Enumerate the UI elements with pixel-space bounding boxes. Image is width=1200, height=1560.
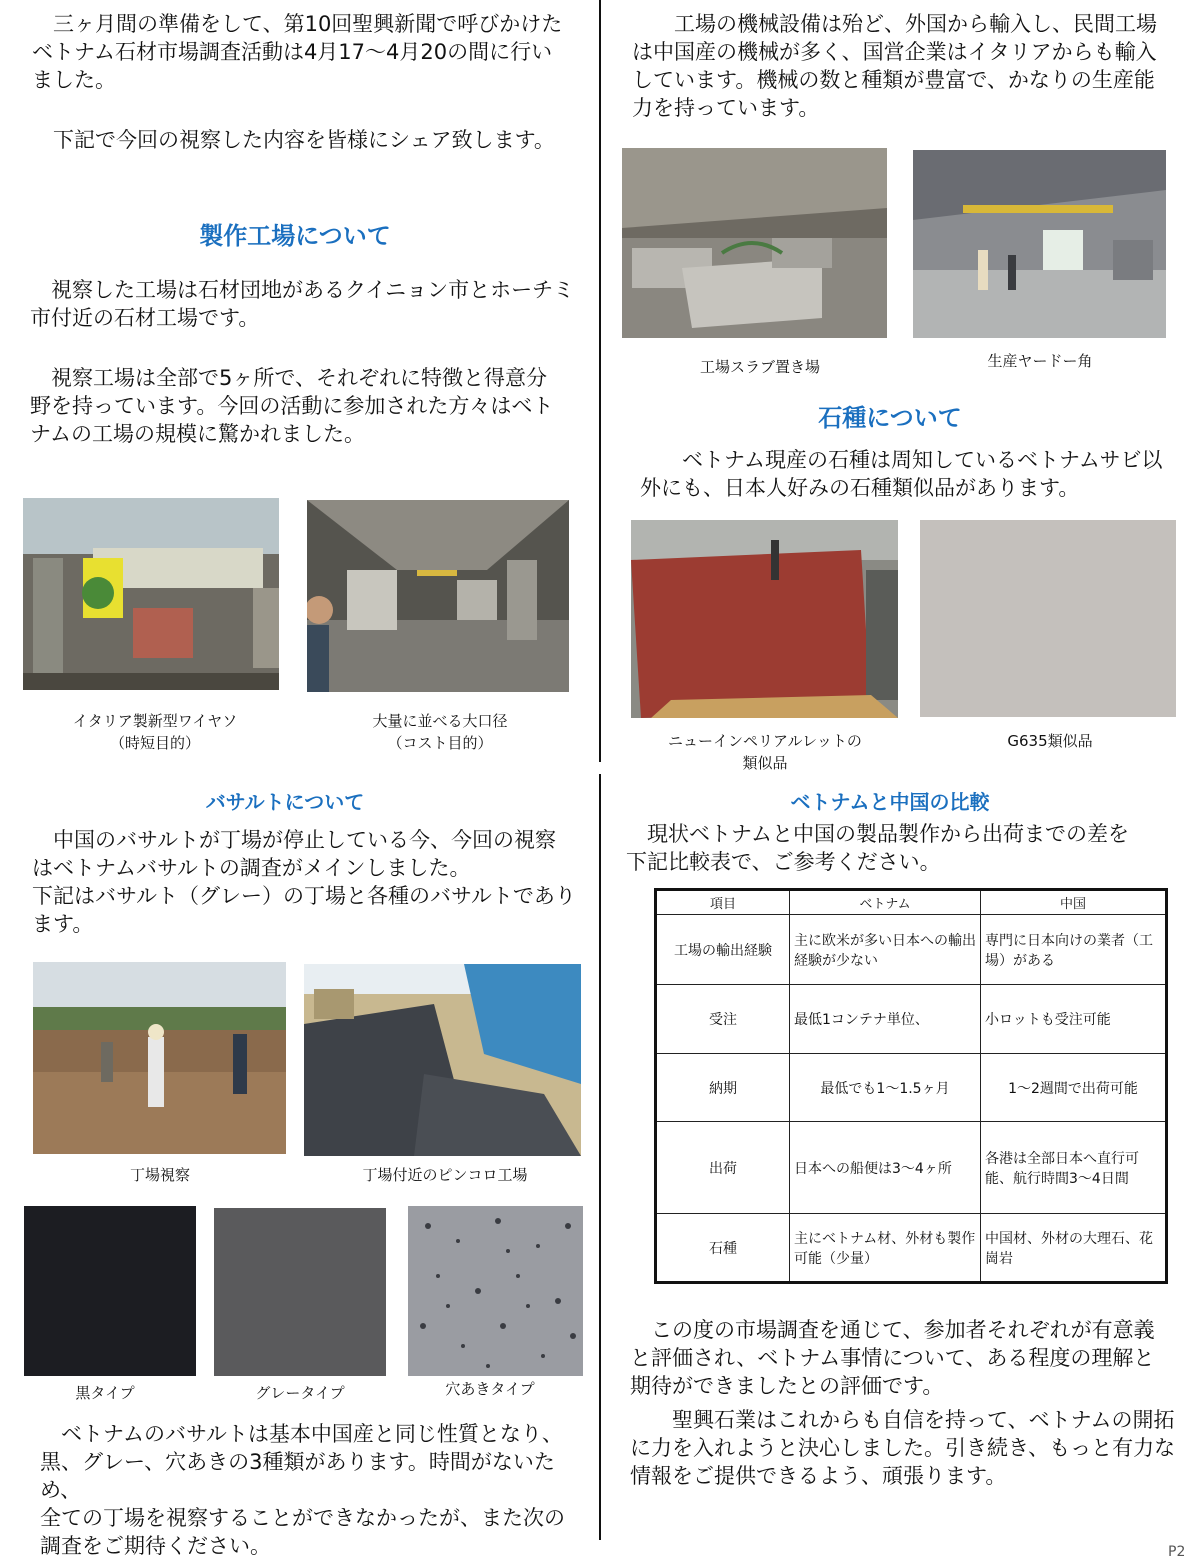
red-granite-caption: ニューインペリアルレットの 類似品 [668,732,862,772]
quarry-photo [33,962,286,1154]
factory-paragraph-1: 視察した工場は石材団地があるクイニョン市とホーチミ 市付近の石材工場です。 [30,278,575,330]
large-diameter-caption: 大量に並べる大口径 （コスト目的） [372,712,508,752]
factory-paragraph-2: 視察工場は全部で5ヶ所で、それぞれに特徴と得意分 野を持っています。今回の活動に参加された方々はベト ナムの工場の規模に驚かれました。 [30,366,554,446]
table-row [656,1214,1167,1283]
factory-aisle-photo [307,500,569,692]
basalt-paragraph-2: ベトナムのバサルトは基本中国産と同じ性質となり、 黒、グレー、穴あきの3種類があります。時間がないため、 全ての丁場を視察することができなかったが、また次の 調査をご期待ください。 [40,1422,565,1558]
gray-type-caption: グレータイプ [255,1384,345,1402]
machine-paragraph: 工場の機械設備は殆ど、外国から輸入し、民間工場 は中国産の機械が多く、国営企業はイタリアからも輸入 しています。機械の数と種類が豊富で、かなりの生産能 力を持っています。 [632,12,1157,120]
production-yard-caption: 生産ヤードー角 [987,352,1093,370]
header-vietnam: ベトナム [790,890,981,915]
production-yard-photo [913,150,1166,338]
row-item: 納期 [656,1054,790,1122]
stone-types-paragraph: ベトナム現産の石種は周知しているベトナムサビ以 外にも、日本人好みの石種類似品があります。 [640,448,1163,500]
row-item: 出荷 [656,1122,790,1214]
black-basalt-sample [24,1206,196,1376]
row-item: 工場の輸出経験 [656,915,790,985]
row-china: 小ロットも受注可能 [981,985,1167,1054]
comparison-heading: ベトナムと中国の比較 [790,790,990,814]
comparison-table [654,888,1168,1284]
g635-caption: G635類似品 [1007,732,1093,750]
gray-basalt-sample [214,1208,386,1376]
row-item: 受注 [656,985,790,1054]
closing-paragraph-2: 聖興石業はこれからも自信を持って、ベトナムの開拓 に力を入れようと決心しました。引き続き、もっと有力な 情報をご提供できるよう、頑張ります。 [630,1408,1176,1488]
quarry-caption: 丁場視察 [129,1166,190,1184]
basalt-heading: バサルトについて [205,790,365,814]
table-row [656,915,1167,985]
column-divider-top [599,0,601,762]
intro-paragraph: 三ヶ月間の準備をして、第10回聖興新聞で呼びかけた ベトナム石材市場調査活動は4月17～4月20の間に行い ました。 [32,12,563,92]
header-china: 中国 [981,890,1167,915]
row-vietnam: 主に欧米が多い日本への輸出経験が少ない [790,915,981,985]
closing-paragraph-1: この度の市場調査を通じて、参加者それぞれが有意義 と評価され、ベトナム事情について、ある程度の理解と 期待ができましたとの評価です。 [630,1318,1155,1398]
row-vietnam: 主にベトナム材、外材も製作可能（少量） [790,1214,981,1283]
row-vietnam: 日本への船便は3～4ヶ所 [790,1122,981,1214]
row-vietnam: 最低1コンテナ単位、 [790,985,981,1054]
porous-basalt-sample [408,1206,583,1376]
row-china: 中国材、外材の大理石、花崗岩 [981,1214,1167,1283]
factory-heading: 製作工場について [199,222,391,250]
comparison-paragraph: 現状ベトナムと中国の製品製作から出荷までの差を 下記比較表で、ご参考ください。 [626,822,1129,874]
row-item: 石種 [656,1214,790,1283]
wire-saw-caption: イタリア製新型ワイヤソ （時短目的） [72,712,238,752]
row-vietnam: 最低でも1～1.5ヶ月 [790,1054,981,1122]
row-china: 専門に日本向けの業者（工場）がある [981,915,1167,985]
slab-storage-photo [622,148,887,338]
page-number: P2 [1168,1544,1186,1560]
cobblestone-factory-caption: 丁場付近のピンコロ工場 [362,1166,528,1184]
header-item: 項目 [656,890,790,915]
table-row [656,1054,1167,1122]
black-type-caption: 黒タイプ [75,1384,135,1402]
stone-types-heading: 石種について [818,404,962,432]
red-granite-slab-photo [631,520,898,718]
column-divider-bottom [599,774,601,1540]
porous-type-caption: 穴あきタイプ [445,1380,535,1398]
basalt-paragraph-1: 中国のバサルトが丁場が停止している今、今回の視察 はベトナムバサルトの調査がメインしました。 下記はバサルト（グレー）の丁場と各種のバサルトであり ます。 [32,828,576,936]
table-header-row [656,890,1167,915]
g635-granite-photo [920,520,1176,717]
slab-storage-caption: 工場スラブ置き場 [699,358,820,376]
row-china: 各港は全部日本へ直行可能、航行時間3～4日間 [981,1122,1167,1214]
wire-saw-photo [23,498,279,690]
intro-share-paragraph: 下記で今回の視察した内容を皆様にシェア致します。 [32,128,555,152]
table-row [656,1122,1167,1214]
table-row [656,985,1167,1054]
row-china: 1～2週間で出荷可能 [981,1054,1167,1122]
cobblestone-factory-photo [304,964,581,1156]
